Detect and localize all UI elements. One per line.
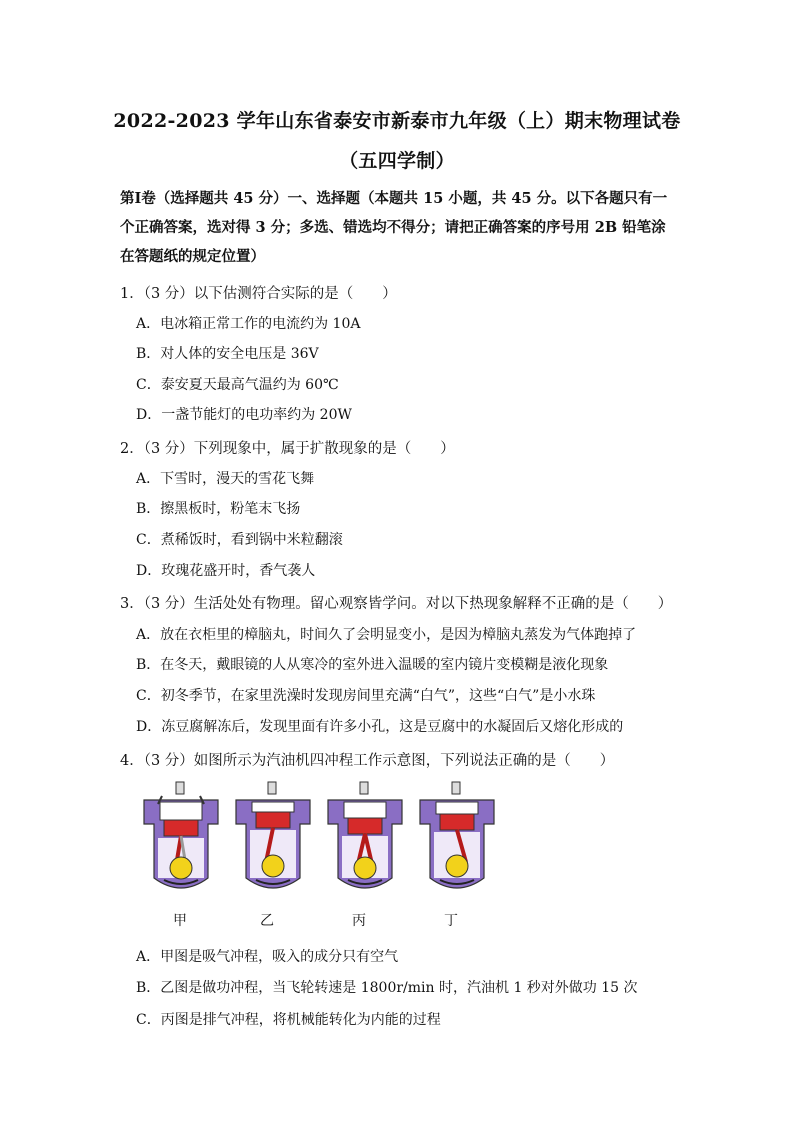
question-4-option-c: C．丙图是排气冲程，将机械能转化为内能的过程 <box>136 1012 441 1028</box>
question-4-option-a: A．甲图是吸气冲程，吸入的成分只有空气 <box>136 949 399 965</box>
section-header: 第Ⅰ卷（选择题共 45 分）一、选择题（本题共 15 小题，共 45 分。以下各题只有一个正确答案，选对得 3 分；多选、错选均不得分；请把正确答案的序号用 2B 铅笔涂在答题纸的规定位置） <box>120 190 668 265</box>
question-1-option-c: C．泰安夏天最高气温约为 60℃ <box>136 377 339 393</box>
question-1-option-b: B．对人体的安全电压是 36V <box>136 346 319 362</box>
question-1-option-d: D．一盏节能灯的电功率约为 20W <box>136 407 352 423</box>
question-2-option-b: B．擦黑板时，粉笔末飞扬 <box>136 501 301 517</box>
question-3-option-a: A．放在衣柜里的樟脑丸，时间久了会明显变小，是因为樟脑丸蒸发为气体跑掉了 <box>136 627 637 643</box>
question-2-stem: 2．（3 分）下列现象中，属于扩散现象的是（ ） <box>120 441 455 457</box>
question-3-option-b: B．在冬天，戴眼镜的人从寒冷的室外进入温暖的室内镜片变模糊是液化现象 <box>136 657 609 673</box>
engine-power-figure <box>322 780 408 896</box>
question-3-option-c: C．初冬季节，在家里洗澡时发现房间里充满“白气”，这些“白气”是小水珠 <box>136 688 596 704</box>
exam-subtitle: （五四学制） <box>339 150 455 172</box>
engine-compression-figure <box>230 780 316 896</box>
question-2-option-a: A．下雪时，漫天的雪花飞舞 <box>136 471 315 487</box>
figure-label-yi: 乙 <box>260 913 274 929</box>
question-1-option-a: A．电冰箱正常工作的电流约为 10A <box>136 316 361 332</box>
question-4-option-b: B．乙图是做功冲程，当飞轮转速是 1800r/min 时，汽油机 1 秒对外做功 15 次 <box>136 980 638 996</box>
figure-label-jia: 甲 <box>173 913 187 929</box>
figure-label-ding: 丁 <box>444 913 458 929</box>
question-2-option-d: D．玫瑰花盛开时，香气袭人 <box>136 563 316 579</box>
figure-label-bing: 丙 <box>352 913 366 929</box>
engine-intake-figure <box>138 780 224 896</box>
exam-title: 2022-2023 学年山东省泰安市新泰市九年级（上）期末物理试卷 <box>113 110 681 132</box>
question-3-option-d: D．冻豆腐解冻后，发现里面有许多小孔，这是豆腐中的水凝固后又熔化形成的 <box>136 719 624 735</box>
question-1-stem: 1．（3 分）以下估测符合实际的是（ ） <box>120 286 397 302</box>
question-2-option-c: C．煮稀饭时，看到锅中米粒翻滚 <box>136 532 343 548</box>
engine-exhaust-figure <box>414 780 500 896</box>
question-3-stem: 3．（3 分）生活处处有物理。留心观察皆学问。对以下热现象解释不正确的是（ ） <box>120 596 673 612</box>
question-4-stem: 4．（3 分）如图所示为汽油机四冲程工作示意图，下列说法正确的是（ ） <box>120 753 615 769</box>
